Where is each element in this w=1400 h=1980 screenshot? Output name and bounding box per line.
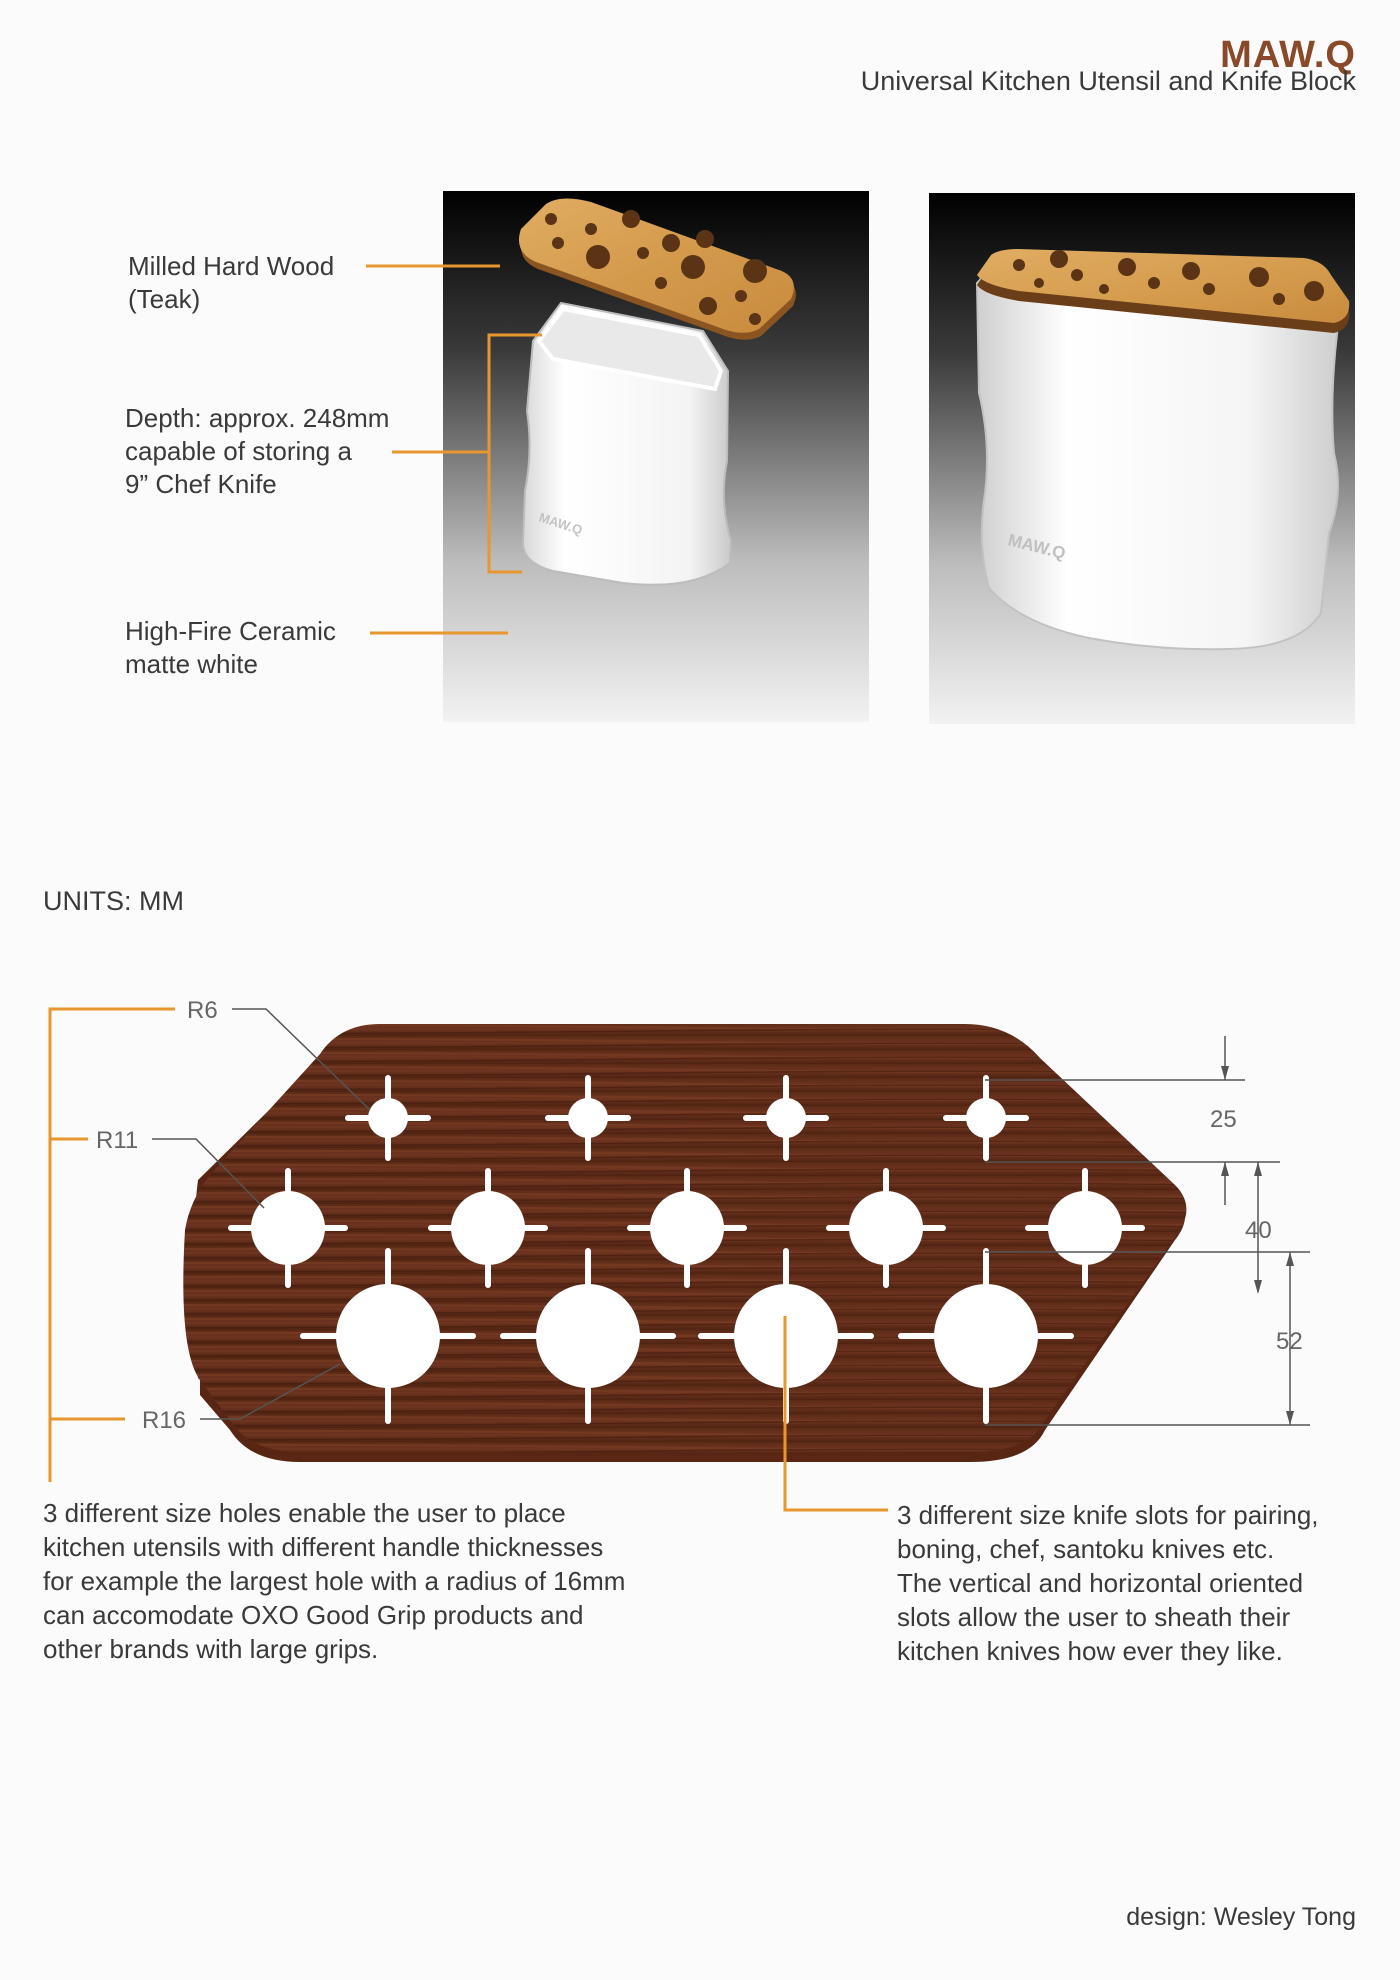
technical-drawing: [0, 970, 1400, 1520]
knife-note-line3: The vertical and horizontal oriented: [897, 1568, 1304, 1598]
callout-depth-line1: Depth: approx. 248mm: [125, 403, 390, 433]
callout-ceramic-line1: High-Fire Ceramic: [125, 616, 336, 646]
callout-depth-line2: capable of storing a: [125, 436, 352, 466]
callout-ceramic: [125, 615, 336, 681]
knife-slots-note: [897, 1498, 1319, 1668]
callout-wood: [128, 250, 334, 316]
dim-r11: R11: [96, 1127, 139, 1154]
utensil-note-line1: 3 different size holes enable the user to place: [43, 1498, 566, 1528]
knife-note-line2: boning, chef, santoku knives etc.: [897, 1534, 1275, 1564]
knife-note-line1: 3 different size knife slots for pairing,: [897, 1500, 1319, 1530]
callout-wood-line1: Milled Hard Wood: [128, 251, 335, 281]
engraving-text-2: MAW.Q: [1006, 530, 1068, 564]
callout-ceramic-line2: matte white: [125, 649, 258, 679]
utensil-note-line3: for example the largest hole with a radius of 16mm: [43, 1566, 626, 1596]
dim-r16: R16: [142, 1407, 187, 1434]
brand-title: MAW.Q: [1220, 34, 1356, 76]
callout-wood-line2: (Teak): [128, 284, 201, 314]
design-credit: design: Wesley Tong: [1126, 1903, 1356, 1931]
utensil-note-line4: can accomodate OXO Good Grip products and: [43, 1600, 584, 1630]
utensil-note-line5: other brands with large grips.: [43, 1634, 379, 1664]
knife-note-line4: slots allow the user to sheath their: [897, 1602, 1291, 1632]
callout-depth: [125, 402, 389, 501]
units-label: UNITS: MM: [43, 886, 184, 916]
page-subtitle: Universal Kitchen Utensil and Knife Block: [860, 66, 1356, 96]
utensil-note-line2: kitchen utensils with different handle thicknesses: [43, 1532, 604, 1562]
dim-25: 25: [1210, 1106, 1237, 1133]
dim-40: 40: [1245, 1217, 1272, 1244]
engraving-text-1: MAW.Q: [537, 509, 585, 538]
callout-depth-line3: 9” Chef Knife: [125, 469, 277, 499]
dim-52: 52: [1276, 1328, 1303, 1355]
knife-note-line5: kitchen knives how ever they like.: [897, 1636, 1283, 1666]
dim-r6: R6: [187, 997, 218, 1024]
utensil-holes-note: [43, 1496, 625, 1666]
